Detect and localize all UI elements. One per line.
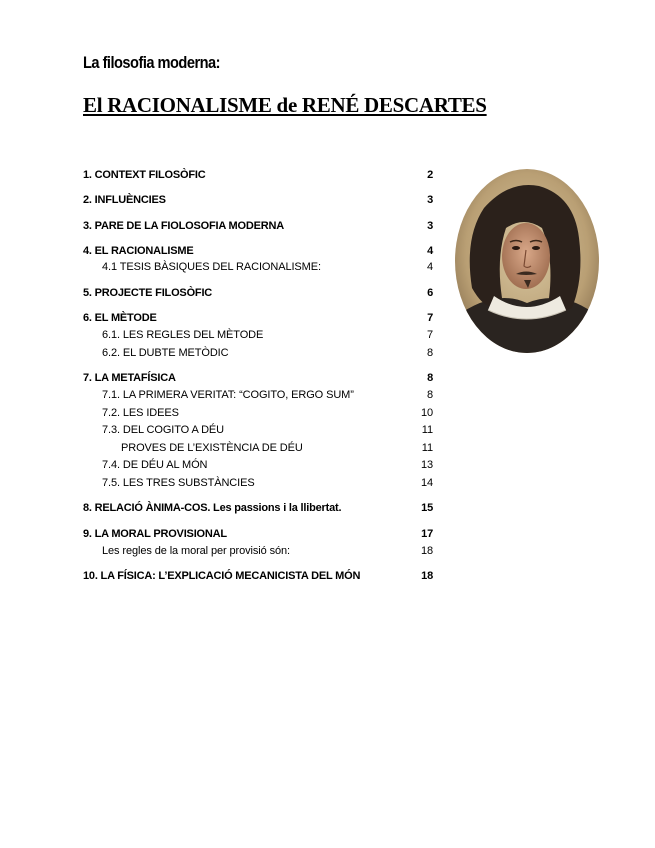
descartes-portrait [454, 168, 600, 354]
toc-entry-title: 7.5. LES TRES SUBSTÀNCIES [102, 477, 255, 489]
toc-entry-title: 10. LA FÍSICA: L’EXPLICACIÓ MECANICISTA DEL MÓN [83, 570, 361, 582]
toc-entry-title: PROVES DE L’EXISTÈNCIA DE DÉU [121, 442, 303, 454]
document-subtitle: La filosofia moderna: [83, 53, 221, 72]
toc-entry-title: 7. LA METAFÍSICA [83, 372, 176, 384]
toc-entry[interactable] [83, 421, 433, 439]
toc-entry-title: 9. LA MORAL PROVISIONAL [83, 528, 227, 540]
portrait-image [454, 168, 600, 354]
toc-entry-title: 7.1. LA PRIMERA VERITAT: “COGITO, ERGO SUM” [102, 389, 354, 401]
toc-entry-page: 7 [427, 312, 433, 324]
toc-entry[interactable] [83, 258, 433, 276]
toc-entry-page: 4 [426, 261, 433, 273]
toc-entry-page: 3 [427, 194, 433, 206]
toc-entry-page: 6 [427, 287, 433, 299]
toc-entry[interactable] [83, 542, 433, 560]
toc-entry[interactable] [83, 217, 433, 235]
toc-entry-page: 11 [421, 442, 433, 454]
toc-entry[interactable] [83, 404, 433, 422]
toc-entry-page: 18 [421, 570, 433, 582]
toc-entry-title: 7.3. DEL COGITO A DÉU [102, 424, 224, 436]
toc-entry-title: 7.4. DE DÉU AL MÓN [102, 459, 208, 471]
toc-entry-title: 5. PROJECTE FILOSÒFIC [83, 287, 213, 299]
toc-entry[interactable] [83, 191, 433, 209]
toc-entry[interactable] [83, 309, 433, 327]
toc-entry-page: 8 [426, 347, 433, 359]
toc-entry-page: 15 [421, 502, 433, 514]
toc-entry-page: 10 [420, 407, 433, 419]
document-title: El RACIONALISME de RENÉ DESCARTES [83, 93, 487, 117]
toc-entry-title: Les regles de la moral per provisió són: [102, 545, 290, 557]
toc-entry[interactable] [83, 284, 433, 302]
toc-entry-title: 6.1. LES REGLES DEL MÈTODE [102, 329, 264, 341]
toc-entry-page: 8 [426, 389, 433, 401]
toc-entry[interactable] [83, 369, 433, 387]
toc-entry[interactable] [83, 326, 433, 344]
toc-entry[interactable] [83, 344, 433, 362]
toc-entry[interactable] [83, 166, 433, 184]
toc-entry-page: 18 [420, 545, 433, 557]
toc-entry-page: 8 [427, 372, 433, 384]
toc-entry[interactable] [83, 525, 433, 543]
toc-entry-title: 2. INFLUÈNCIES [83, 194, 166, 206]
toc-entry-title: 1. CONTEXT FILOSÒFIC [83, 169, 206, 181]
toc-entry-page: 2 [427, 169, 433, 181]
toc-entry-title: 7.2. LES IDEES [102, 407, 179, 419]
toc-entry-page: 17 [421, 528, 433, 540]
toc-entry-title: 4. EL RACIONALISME [83, 245, 194, 257]
toc-entry-page: 11 [421, 424, 433, 436]
toc-entry[interactable] [83, 439, 433, 457]
toc-entry-title: 8. RELACIÓ ÀNIMA-COS. Les passions i la llibertat. [83, 502, 342, 514]
toc-entry[interactable] [83, 567, 433, 585]
toc-entry-page: 7 [426, 329, 433, 341]
toc-entry-title: 4.1 TESIS BÀSIQUES DEL RACIONALISME: [102, 261, 321, 273]
toc-entry[interactable] [83, 474, 433, 492]
toc-entry-page: 13 [420, 459, 433, 471]
toc-entry-title: 6.2. EL DUBTE METÒDIC [102, 347, 229, 359]
toc-entry-title: 6. EL MÈTODE [83, 312, 157, 324]
toc-entry[interactable] [83, 456, 433, 474]
toc-entry-page: 14 [420, 477, 433, 489]
toc-entry[interactable] [83, 499, 433, 517]
toc-entry-title: 3. PARE DE LA FIOLOSOFIA MODERNA [83, 220, 284, 232]
toc-entry-page: 3 [427, 220, 433, 232]
toc-entry-page: 4 [427, 245, 433, 257]
toc-entry[interactable] [83, 386, 433, 404]
